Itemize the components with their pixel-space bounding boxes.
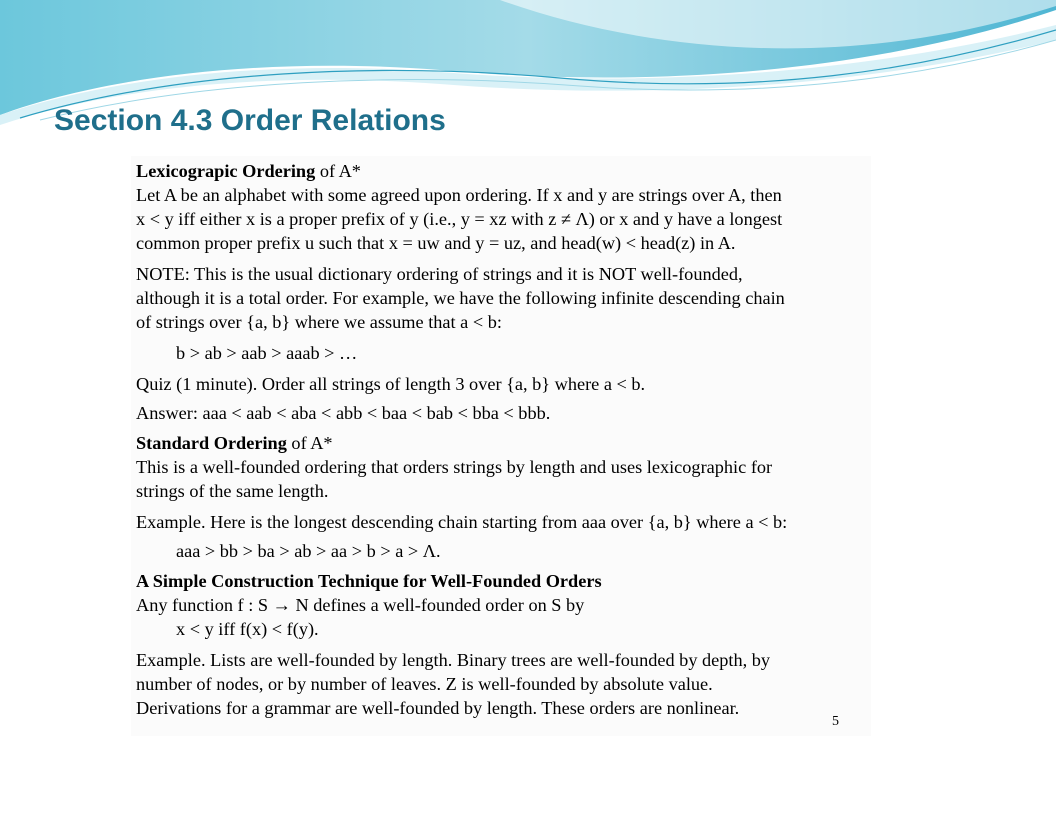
- content-panel: [131, 156, 871, 736]
- standard-heading-line: [136, 431, 333, 455]
- descending-chain: aaa > bb > ba > ab > aa > b > a > Λ.: [176, 541, 441, 561]
- construction-example-line: Derivations for a grammar are well-founded by length. These orders are nonlinear.: [136, 698, 740, 718]
- note-line: NOTE: This is the usual dictionary ordering of strings and it is NOT well-founded,: [136, 264, 743, 284]
- page-number: 5: [832, 713, 839, 729]
- standard-heading-tail: of A*: [291, 433, 333, 453]
- slide-title: Section 4.3 Order Relations: [54, 104, 446, 137]
- construction-line: Any function f : S → N defines a well-founded order on S by: [136, 595, 585, 615]
- lexicographic-heading: Lexicograpic Ordering: [136, 161, 316, 181]
- construction-line: x < y iff f(x) < f(y).: [176, 619, 319, 639]
- lexicographic-definition-line: common proper prefix u such that x = uw and y = uz, and head(w) < head(z) in A.: [136, 233, 736, 253]
- standard-heading: Standard Ordering: [136, 433, 287, 453]
- standard-definition-line: strings of the same length.: [136, 481, 329, 501]
- answer-line: Answer: aaa < aab < aba < abb < baa < bab < bba < bbb.: [136, 403, 551, 423]
- construction-example-line: number of nodes, or by number of leaves. Z is well-founded by absolute value.: [136, 674, 713, 694]
- quiz-line: Quiz (1 minute). Order all strings of length 3 over {a, b} where a < b.: [136, 374, 646, 394]
- construction-heading: A Simple Construction Technique for Well-Founded Orders: [136, 571, 602, 591]
- note-line: although it is a total order. For example, we have the following infinite descending chain: [136, 288, 785, 308]
- standard-definition-line: This is a well-founded ordering that orders strings by length and uses lexicographic for: [136, 457, 773, 477]
- note-line: of strings over {a, b} where we assume that a < b:: [136, 312, 502, 332]
- lexicographic-heading-tail: of A*: [319, 161, 361, 181]
- construction-example-line: Example. Lists are well-founded by length. Binary trees are well-founded by depth, by: [136, 650, 771, 670]
- lexicographic-definition-line: Let A be an alphabet with some agreed upon ordering. If x and y are strings over A, then: [136, 185, 782, 205]
- lexicographic-heading-line: [136, 159, 361, 183]
- standard-example-line: Example. Here is the longest descending chain starting from aaa over {a, b} where a < b:: [136, 512, 788, 532]
- lexicographic-definition-line: x < y iff either x is a proper prefix of y (i.e., y = xz with z ≠ Λ) or x and y have a longest: [136, 209, 783, 229]
- infinite-chain: b > ab > aab > aaab > …: [176, 343, 358, 363]
